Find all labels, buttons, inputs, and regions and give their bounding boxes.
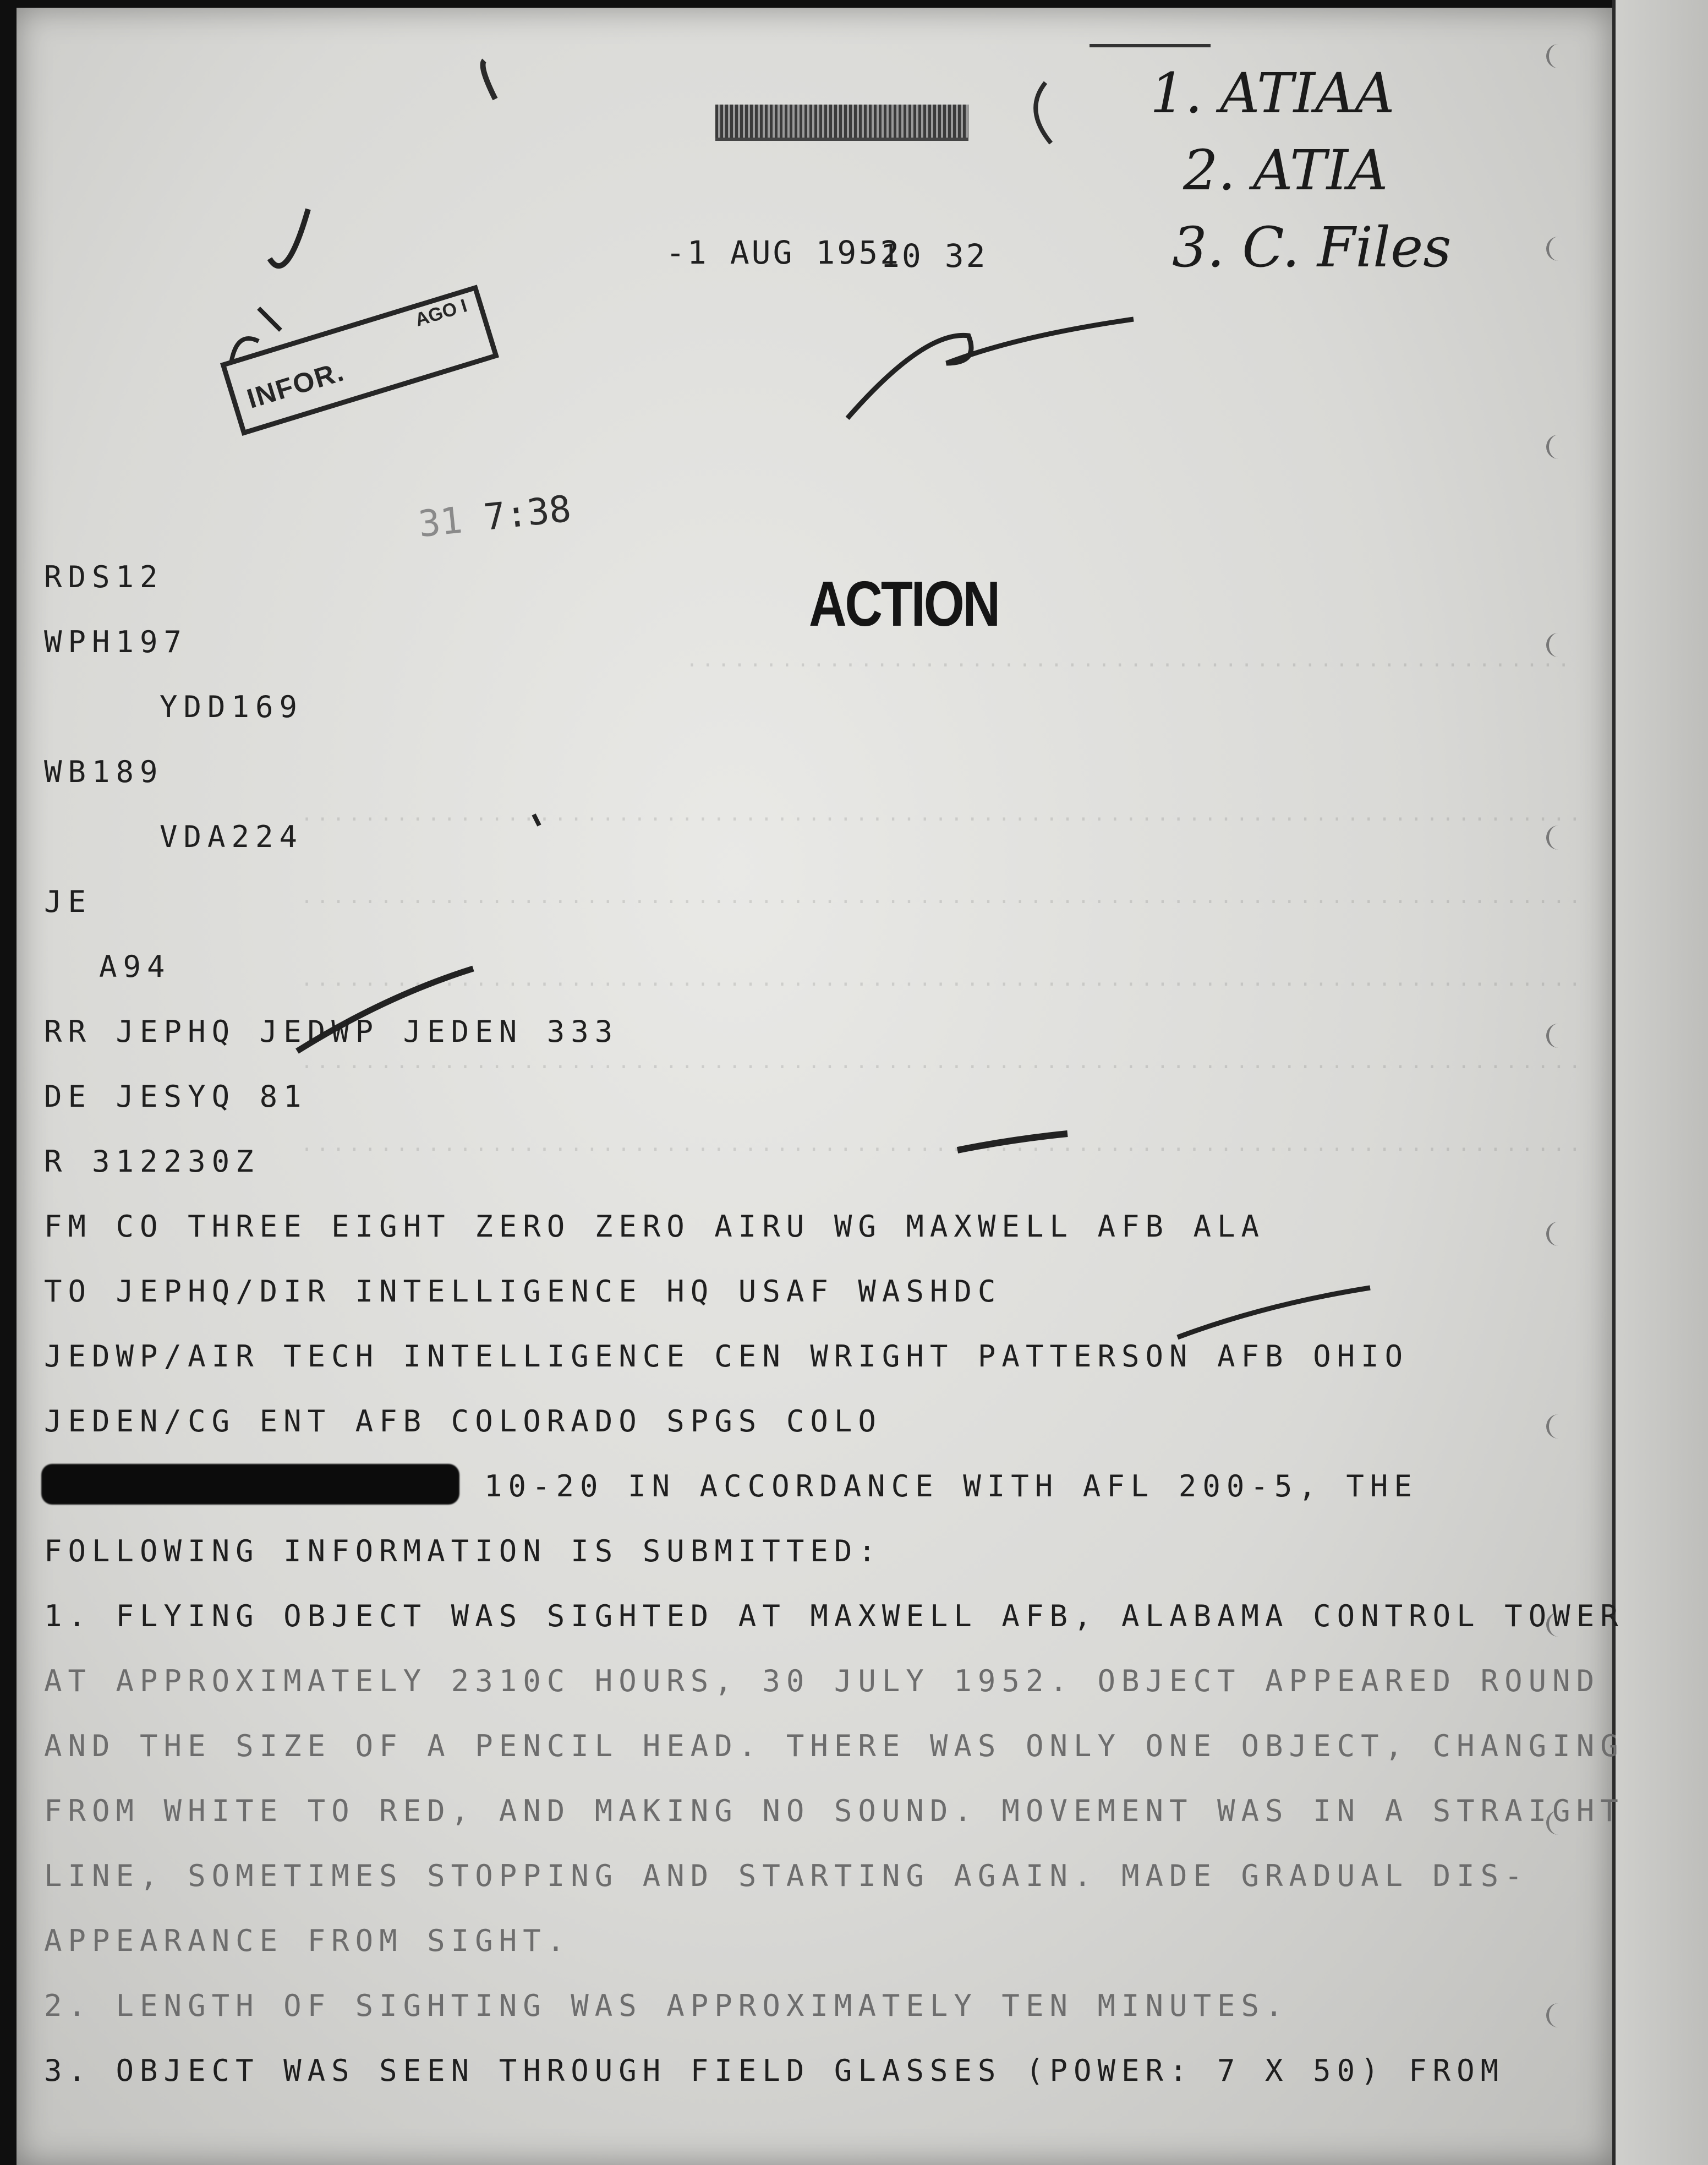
show-through-text: ................................................................................. — [297, 886, 1581, 910]
message-line: FM CO THREE EIGHT ZERO ZERO AIRU WG MAXWELL AFB ALA — [44, 1209, 1266, 1244]
message-line: AND THE SIZE OF A PENCIL HEAD. THERE WAS ONLY ONE OBJECT, CHANGING — [44, 1729, 1624, 1763]
message-line: JEDWP/AIR TECH INTELLIGENCE CEN WRIGHT PATTERSON AFB OHIO — [44, 1339, 1409, 1374]
routing-code: VDA224 — [160, 819, 304, 854]
routing-code: A94 — [99, 949, 171, 984]
received-stamp-secondary: AGO I — [413, 295, 470, 331]
routing-code: WB189 — [44, 755, 164, 789]
date-stamp: -1 AUG 1952 — [666, 234, 902, 271]
message-line: APPEARANCE FROM SIGHT. — [44, 1923, 571, 1958]
message-line: LINE, SOMETIMES STOPPING AND STARTING AGAIN. MADE GRADUAL DIS- — [44, 1858, 1529, 1893]
message-line: TO JEPHQ/DIR INTELLIGENCE HQ USAF WASHDC — [44, 1274, 1002, 1309]
routing-note-2: 2. ATIA — [1183, 138, 1388, 203]
message-line: JEDEN/CG ENT AFB COLORADO SPGS COLO — [44, 1404, 882, 1439]
received-stamp-primary: INFOR. — [243, 356, 348, 414]
message-line: FOLLOWING INFORMATION IS SUBMITTED: — [44, 1534, 882, 1568]
date-stamp-time: 10 32 — [880, 237, 988, 275]
routing-code: RDS12 — [44, 560, 164, 594]
routing-code: YDD169 — [160, 690, 304, 724]
message-line: RR JEPHQ JEDWP JEDEN 333 — [44, 1014, 619, 1049]
message-line: 1. FLYING OBJECT WAS SIGHTED AT MAXWELL AFB, ALABAMA CONTROL TOWER — [44, 1599, 1624, 1633]
show-through-text: ................................................................................. — [297, 969, 1581, 992]
redaction-bar — [41, 1464, 459, 1505]
show-through-text: ................................................................................. — [297, 1134, 1581, 1157]
routing-note-1: 1. ATIAA — [1150, 61, 1395, 125]
message-line: AT APPROXIMATELY 2310C HOURS, 30 JULY 1952. OBJECT APPEARED ROUND — [44, 1664, 1601, 1698]
message-line: 3. OBJECT WAS SEEN THROUGH FIELD GLASSES (POWER: 7 X 50) FROM — [44, 2053, 1505, 2088]
action-title: ACTION — [809, 568, 999, 639]
show-through-text: ................................................................................. — [297, 803, 1581, 827]
message-line: 10-20 IN ACCORDANCE WITH AFL 200-5, THE — [484, 1469, 1418, 1504]
routing-code: JE — [44, 884, 92, 919]
message-line: FROM WHITE TO RED, AND MAKING NO SOUND. MOVEMENT WAS IN A STRAIGHT — [44, 1794, 1624, 1828]
routing-note-3: 3. C. Files — [1172, 215, 1452, 280]
received-stamp-time-value: 7:38 — [481, 487, 573, 539]
show-through-text: ................................................................................. — [297, 1051, 1581, 1075]
routing-code: WPH197 — [44, 625, 188, 659]
message-line: DE JESYQ 81 — [44, 1079, 308, 1114]
message-line: 2. LENGTH OF SIGHTING WAS APPROXIMATELY TEN MINUTES. — [44, 1988, 1289, 2023]
received-stamp-time-faint: 31 — [416, 499, 464, 546]
show-through-text: ........................................................ — [682, 649, 1570, 673]
message-line: R 312230Z — [44, 1144, 260, 1179]
